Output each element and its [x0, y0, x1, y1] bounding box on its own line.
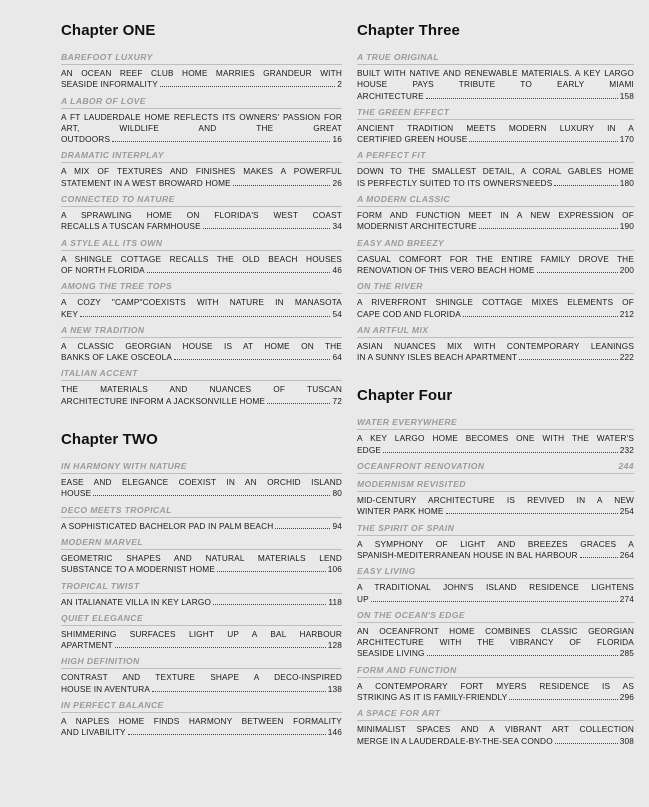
entry-subtitle-text: A TRUE ORIGINAL	[357, 52, 440, 62]
entry-last-line	[61, 265, 342, 276]
entry-last-line	[61, 488, 342, 499]
entry-subtitle-text: IN HARMONY WITH NATURE	[61, 461, 187, 472]
toc-entry[interactable]	[61, 52, 342, 91]
toc-entry[interactable]	[61, 613, 342, 652]
entry-description: GEOMETRIC SHAPES AND NATURAL MATERIALS LEND	[61, 552, 342, 563]
entry-last-line	[357, 736, 634, 747]
entry-subtitle	[357, 708, 634, 721]
entry-last-line	[357, 445, 634, 456]
entry-subtitle	[357, 281, 634, 294]
entry-subtitle-text: IN PERFECT BALANCE	[61, 700, 164, 711]
entry-subtitle	[61, 461, 342, 474]
entry-description-end: ARCHITECTURE	[357, 90, 424, 101]
entry-page-number: 222	[619, 352, 634, 363]
entry-last-line	[357, 91, 634, 102]
entry-description-end: SUBSTANCE TO A MODERNIST HOME	[61, 564, 216, 575]
entry-last-line	[357, 594, 634, 605]
entry-description: BUILT WITH NATIVE AND RENEWABLE MATERIALS. A KEY LARGO HOUSE PAYS TRIBUTE TO EARLY MIAMI	[357, 68, 634, 90]
entry-description-end: MODERNIST ARCHITECTURE	[357, 221, 477, 232]
entry-subtitle-text: THE SPIRIT OF SPAIN	[357, 522, 455, 533]
toc-entry[interactable]	[357, 417, 634, 456]
entry-last-line	[357, 550, 634, 561]
dot-leader	[217, 570, 326, 572]
entry-subtitle-text: WATER EVERYWHERE	[357, 417, 458, 428]
entry-last-line	[357, 506, 634, 517]
entry-page-number: 200	[619, 264, 634, 275]
toc-entry[interactable]	[357, 708, 634, 747]
entry-subtitle	[357, 610, 634, 623]
entry-subtitle	[357, 107, 634, 120]
toc-entry[interactable]	[61, 325, 342, 364]
entry-description: A NAPLES HOME FINDS HARMONY BETWEEN FORMALITY	[61, 716, 342, 727]
entry-last-line	[357, 309, 634, 320]
entry-description-end: AND LIVABILITY	[61, 727, 126, 738]
entry-page-number: 2	[337, 79, 342, 90]
entry-page-number: 46	[332, 264, 342, 275]
entry-subtitle	[61, 325, 342, 338]
entry-subtitle-text: DECO MEETS TROPICAL	[61, 504, 172, 515]
entry-last-line	[61, 79, 342, 90]
entry-description: ANCIENT TRADITION MEETS MODERN LUXURY IN A	[357, 122, 634, 133]
dot-leader	[128, 733, 326, 735]
entry-description: CONTRAST AND TEXTURE SHAPE A DECO-INSPIRED	[61, 672, 342, 683]
entry-last-line	[357, 692, 634, 703]
entry-subtitle-text: A LABOR OF LOVE	[61, 95, 146, 106]
toc-entry[interactable]	[357, 479, 634, 518]
toc-entry[interactable]	[357, 281, 634, 320]
toc-entry[interactable]	[61, 581, 342, 608]
entry-subtitle	[61, 537, 342, 550]
entry-description: DOWN TO THE SMALLEST DETAIL, A CORAL GABLES HOME	[357, 166, 634, 177]
dot-leader	[537, 271, 618, 273]
entry-subtitle-text: EASY AND BREEZY	[357, 237, 445, 248]
entry-page-number: 254	[619, 506, 634, 517]
entry-subtitle-text: CONNECTED TO NATURE	[61, 194, 175, 205]
dot-leader	[446, 512, 618, 514]
dot-leader	[479, 227, 618, 229]
entry-subtitle-text: TROPICAL TWIST	[61, 580, 140, 591]
entry-description: SHIMMERING SURFACES LIGHT UP A BAL HARBOUR	[61, 628, 342, 639]
entry-description: AN OCEANFRONT HOME COMBINES CLASSIC GEORGIAN ARCHITECTURE WITH THE VIBRANCY OF FLORIDA	[357, 625, 634, 648]
entry-description: A MIX OF TEXTURES AND FINISHES MAKES A POWERFUL	[61, 166, 342, 177]
toc-entry[interactable]	[357, 325, 634, 364]
entry-description: MINIMALIST SPACES AND A VIBRANT ART COLLECTION	[357, 724, 634, 735]
entry-description-end: ARCHITECTURE INFORM A JACKSONVILLE HOME	[61, 395, 266, 406]
entry-description: A CONTEMPORARY FORT MYERS RESIDENCE IS AS	[357, 680, 634, 691]
toc-entry[interactable]	[61, 150, 342, 189]
entry-last-line	[357, 221, 634, 232]
entry-last-line	[357, 265, 634, 276]
entry-page-number: 180	[619, 177, 634, 188]
dot-leader	[112, 140, 330, 142]
entry-page-number: 72	[332, 395, 342, 406]
entry-last-line	[61, 134, 342, 145]
entry-page-number: 16	[332, 134, 342, 145]
dot-leader	[267, 402, 330, 404]
entry-last-line	[357, 352, 634, 363]
entry-page-number: 80	[332, 488, 342, 499]
toc-entry[interactable]	[357, 523, 634, 562]
entry-subtitle-text: AMONG THE TREE TOPS	[61, 281, 173, 292]
toc-entry[interactable]	[357, 238, 634, 277]
entry-description-end: BANKS OF LAKE OSCEOLA	[61, 352, 173, 363]
dot-leader	[152, 690, 326, 692]
entry-description: A COZY "CAMP"COEXISTS WITH NATURE IN MANASOTA	[61, 297, 342, 308]
entry-page-number: 26	[332, 177, 342, 188]
entry-subtitle	[357, 665, 634, 678]
entry-page-number: 296	[619, 692, 634, 703]
toc-entry[interactable]	[357, 665, 634, 704]
entry-description-end: CAPE COD AND FLORIDA	[357, 308, 461, 319]
entry-description: A SYMPHONY OF LIGHT AND BREEZES GRACES A	[357, 538, 634, 549]
toc-entry[interactable]	[61, 281, 342, 320]
entry-subtitle-text: FORM AND FUNCTION	[357, 664, 457, 675]
entry-subtitle	[61, 238, 342, 251]
entry-last-line	[61, 221, 342, 232]
entry-last-line	[61, 178, 342, 189]
entry-description: THE MATERIALS AND NUANCES OF TUSCAN	[61, 384, 342, 395]
dot-leader	[115, 646, 326, 648]
entry-description-end: EDGE	[357, 444, 382, 455]
entry-page-number: 94	[332, 520, 342, 531]
entry-page-number: 232	[619, 444, 634, 455]
entry-page-number: 54	[332, 308, 342, 319]
entry-subtitle-text: OCEANFRONT RENOVATION	[357, 461, 485, 472]
toc-entry[interactable]	[61, 238, 342, 277]
dot-leader	[160, 85, 335, 87]
entry-page-number: 138	[327, 683, 342, 694]
entry-subtitle	[61, 52, 342, 65]
entry-page-number: 158	[619, 90, 634, 101]
entry-subtitle-text: A SPACE FOR ART	[357, 708, 441, 719]
entry-page-number: 170	[619, 134, 634, 145]
toc-entry[interactable]	[61, 656, 342, 695]
entry-last-line	[61, 727, 342, 738]
entry-subtitle-text: ITALIAN ACCENT	[61, 368, 138, 379]
entry-subtitle-text: A NEW TRADITION	[61, 324, 145, 335]
entry-description: MID-CENTURY ARCHITECTURE IS REVIVED IN A NEW	[357, 495, 634, 506]
entry-description-end: RECALLS A TUSCAN FARMHOUSE	[61, 221, 201, 232]
toc-entry[interactable]	[357, 107, 634, 146]
entry-description-end: UP	[357, 593, 369, 604]
chapter-heading: Chapter ONE	[61, 22, 156, 39]
entry-last-line	[357, 178, 634, 189]
entry-page-number: 264	[619, 549, 634, 560]
entry-description-end: CERTIFIED GREEN HOUSE	[357, 134, 468, 145]
entry-description: ASIAN NUANCES MIX WITH CONTEMPORARY LEANINGS	[357, 340, 634, 351]
toc-entry[interactable]	[61, 368, 342, 407]
entry-subtitle	[357, 566, 634, 579]
entry-description-end: RENOVATION OF THIS VERO BEACH HOME	[357, 264, 535, 275]
entry-page-number: 285	[619, 648, 634, 659]
dot-leader	[233, 184, 331, 186]
entry-last-line	[61, 352, 342, 363]
entry-description-end: HOUSE IN AVENTURA	[61, 683, 151, 694]
dot-leader	[509, 698, 617, 700]
entry-description-end: SEASIDE LIVING	[357, 648, 425, 659]
entry-subtitle	[357, 417, 634, 430]
entry-subtitle-text: HIGH DEFINITION	[61, 656, 140, 667]
entry-description: A RIVERFRONT SHINGLE COTTAGE MIXES ELEMENTS OF	[357, 297, 634, 308]
dot-leader	[93, 494, 330, 496]
entry-page-number: 190	[619, 221, 634, 232]
entry-subtitle	[61, 656, 342, 669]
toc-entry[interactable]	[357, 52, 634, 102]
entry-subtitle	[61, 150, 342, 163]
entry-last-line	[61, 684, 342, 695]
dot-leader	[213, 603, 326, 605]
toc-entry[interactable]	[357, 194, 634, 233]
dot-leader	[371, 600, 618, 602]
entry-description-end: HOUSE	[61, 488, 92, 499]
dot-leader	[147, 271, 331, 273]
entry-subtitle-text: ON THE RIVER	[357, 281, 423, 292]
entry-description: A TRADITIONAL JOHN'S ISLAND RESIDENCE LIGHTENS	[357, 582, 634, 593]
entry-last-line	[61, 564, 342, 575]
chapter-heading: Chapter Three	[357, 22, 460, 39]
entry-subtitle-text: MODERNISM REVISITED	[357, 479, 466, 490]
entry-subtitle-text: A PERFECT FIT	[357, 150, 426, 161]
entry-page-number: 146	[327, 727, 342, 738]
toc-entry[interactable]	[61, 96, 342, 146]
toc-entry[interactable]	[357, 566, 634, 605]
entry-subtitle	[61, 505, 342, 518]
dot-leader	[554, 184, 617, 186]
entry-last-line	[61, 396, 342, 407]
toc-entry[interactable]	[61, 537, 342, 576]
entry-subtitle	[61, 700, 342, 713]
entry-description: A SPRAWLING HOME ON FLORIDA'S WEST COAST	[61, 210, 342, 221]
entry-subtitle	[61, 96, 342, 109]
dot-leader	[519, 358, 618, 360]
entry-description: A FT LAUDERDALE HOME REFLECTS ITS OWNERS' PASSION FOR ART, WILDLIFE AND THE GREAT	[61, 111, 342, 133]
entry-description: CASUAL COMFORT FOR THE ENTIRE FAMILY DROVE THE	[357, 253, 634, 264]
dot-leader	[463, 315, 618, 317]
entry-page-number: 34	[332, 221, 342, 232]
entry-subtitle	[357, 479, 634, 492]
entry-subtitle-text: AN ARTFUL MIX	[357, 324, 429, 335]
entry-description-end: SEASIDE INFORMALITY	[61, 79, 158, 90]
entry-page-number: 118	[328, 596, 342, 607]
entry-subtitle	[61, 281, 342, 294]
entry-subtitle-text: THE GREEN EFFECT	[357, 106, 450, 117]
dot-leader	[80, 315, 330, 317]
entry-description-end: STATEMENT IN A WEST BROWARD HOME	[61, 177, 231, 188]
entry-subtitle	[357, 461, 634, 474]
entry-description-end: MERGE IN A LAUDERDALE-BY-THE-SEA CONDO	[357, 735, 553, 746]
entry-subtitle	[61, 194, 342, 207]
entry-subtitle-text: A STYLE ALL ITS OWN	[61, 237, 163, 248]
entry-description-end: IS PERFECTLY SUITED TO ITS OWNERS'NEEDS	[357, 177, 553, 188]
entry-description: FORM AND FUNCTION MEET IN A NEW EXPRESSION OF	[357, 210, 634, 221]
entry-last-line	[61, 640, 342, 651]
entry-description-end: WINTER PARK HOME	[357, 506, 444, 517]
entry-page-number: 128	[327, 640, 342, 651]
entry-description-end: SPANISH-MEDITERRANEAN HOUSE IN BAL HARBOUR	[357, 549, 578, 560]
entry-description: EASE AND ELEGANCE COEXIST IN AN ORCHID ISLAND	[61, 477, 342, 488]
entry-subtitle	[357, 325, 634, 338]
toc-entry[interactable]	[357, 610, 634, 660]
toc-entry[interactable]	[61, 505, 342, 532]
dot-leader	[469, 140, 617, 142]
entry-last-line	[61, 521, 342, 532]
dot-leader	[383, 451, 618, 453]
left-column	[61, 22, 342, 744]
entry-subtitle	[357, 150, 634, 163]
dot-leader	[203, 227, 331, 229]
entry-description-end: OF NORTH FLORIDA	[61, 264, 145, 275]
toc-entry[interactable]	[357, 461, 634, 474]
entry-description-end: STRIKING AS IT IS FAMILY-FRIENDLY	[357, 692, 508, 703]
dot-leader	[427, 654, 618, 656]
entry-description-end: AN ITALIANATE VILLA IN KEY LARGO	[61, 596, 212, 607]
dot-leader	[174, 358, 330, 360]
dot-leader	[426, 97, 618, 99]
entry-description-end: OUTDOORS	[61, 134, 111, 145]
entry-description-end: IN A SUNNY ISLES BEACH APARTMENT	[357, 352, 518, 363]
entry-page-number: 212	[619, 308, 634, 319]
right-column	[357, 22, 634, 752]
entry-last-line	[357, 648, 634, 659]
dot-leader	[555, 742, 618, 744]
entry-last-line	[61, 597, 342, 608]
chapter-heading: Chapter TWO	[61, 431, 158, 449]
entry-subtitle-text: EASY LIVING	[357, 566, 416, 577]
entry-subtitle	[61, 368, 342, 381]
toc-entry[interactable]	[61, 700, 342, 739]
entry-description: A SHINGLE COTTAGE RECALLS THE OLD BEACH HOUSES	[61, 253, 342, 264]
entry-page-number: 244	[618, 461, 634, 472]
entry-subtitle	[357, 523, 634, 536]
entry-page-number: 106	[327, 564, 342, 575]
entry-description-end: APARTMENT	[61, 640, 113, 651]
entry-subtitle-text: A MODERN CLASSIC	[357, 194, 450, 205]
entry-subtitle	[61, 581, 342, 594]
entry-description: A CLASSIC GEORGIAN HOUSE IS AT HOME ON THE	[61, 340, 342, 351]
entry-last-line	[61, 309, 342, 320]
entry-description-end: A SOPHISTICATED BACHELOR PAD IN PALM BEACH	[61, 520, 274, 531]
entry-subtitle-text: ON THE OCEAN'S EDGE	[357, 609, 466, 620]
entry-subtitle-text: QUIET ELEGANCE	[61, 612, 143, 623]
entry-subtitle-text: MODERN MARVEL	[61, 536, 144, 547]
entry-subtitle	[357, 194, 634, 207]
entry-subtitle	[357, 238, 634, 251]
entry-description: A KEY LARGO HOME BECOMES ONE WITH THE WATER'S	[357, 433, 634, 444]
entry-subtitle-text: DRAMATIC INTERPLAY	[61, 150, 164, 161]
entry-subtitle-text: BAREFOOT LUXURY	[61, 52, 153, 62]
entry-page-number: 274	[619, 593, 634, 604]
toc-entry[interactable]	[357, 150, 634, 189]
entry-page-number: 64	[332, 352, 342, 363]
chapter-heading: Chapter Four	[357, 387, 453, 405]
entry-last-line	[357, 134, 634, 145]
entry-description-end: KEY	[61, 308, 79, 319]
entry-subtitle	[357, 52, 634, 65]
dot-leader	[275, 527, 330, 529]
toc-entry[interactable]	[61, 194, 342, 233]
toc-entry[interactable]	[61, 461, 342, 500]
entry-description: AN OCEAN REEF CLUB HOME MARRIES GRANDEUR WITH	[61, 68, 342, 78]
entry-subtitle	[61, 613, 342, 626]
entry-page-number: 308	[619, 735, 634, 746]
dot-leader	[580, 556, 618, 558]
